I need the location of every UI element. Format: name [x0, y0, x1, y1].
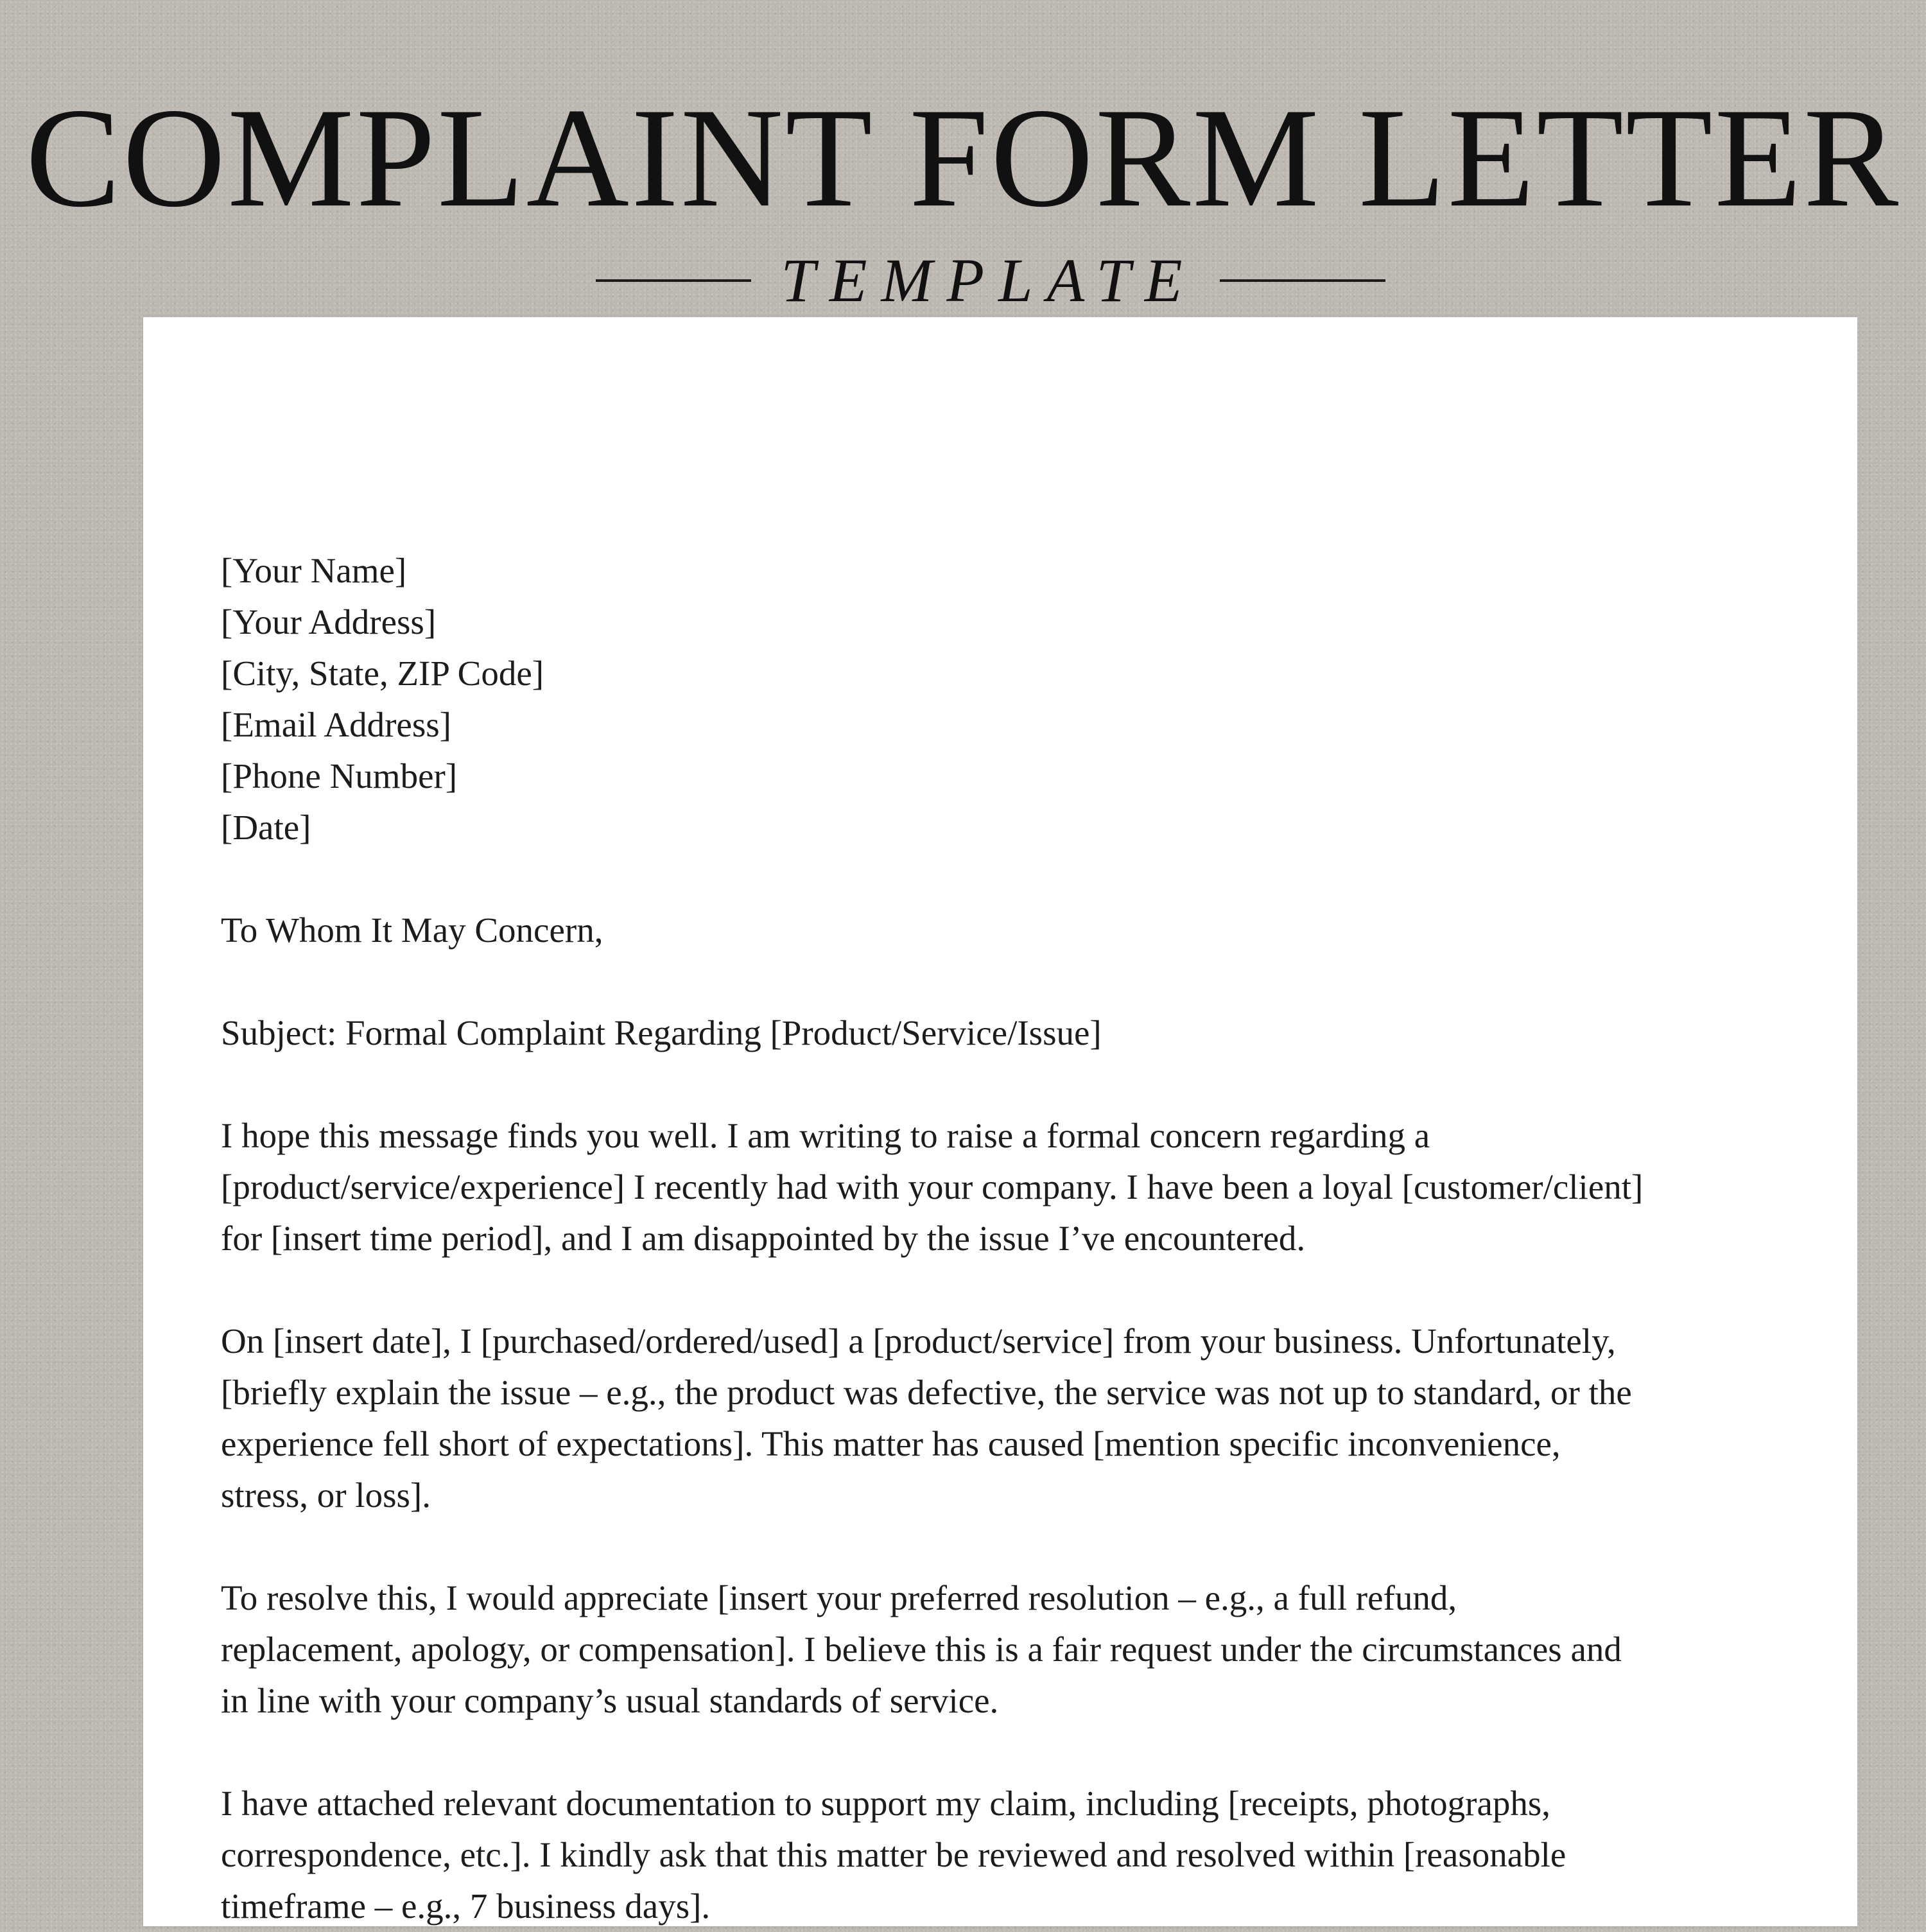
paragraph-line: correspondence, etc.]. I kindly ask that this matter be reviewed and resolved within [reasonable	[221, 1835, 1566, 1874]
paragraph-line: replacement, apology, or compensation]. I believe this is a fair request under the circumstances and	[221, 1630, 1622, 1669]
sender-phone: [Phone Number]	[221, 756, 458, 796]
page-title: COMPLAINT FORM LETTER	[25, 79, 1901, 237]
paragraph-line: I have attached relevant documentation to support my claim, including [receipts, photographs,	[221, 1784, 1551, 1823]
letter-body	[221, 545, 1800, 1932]
letter-date: [Date]	[221, 808, 311, 847]
paragraph-line: timeframe – e.g., 7 business days].	[221, 1886, 711, 1926]
sender-email: [Email Address]	[221, 705, 451, 744]
paragraph-intro	[221, 1110, 1800, 1264]
salutation: To Whom It May Concern,	[221, 910, 603, 950]
paragraph-line: [briefly explain the issue – e.g., the product was defective, the service was not up to standard, or the	[221, 1373, 1632, 1412]
subtitle-row	[0, 246, 1926, 315]
right-divider-rule	[1220, 279, 1385, 282]
sender-city-state-zip: [City, State, ZIP Code]	[221, 654, 544, 693]
subtitle: TEMPLATE	[781, 246, 1197, 315]
left-divider-rule	[596, 279, 751, 282]
paragraph-line: in line with your company’s usual standards of service.	[221, 1681, 999, 1720]
sender-name: [Your Name]	[221, 551, 407, 590]
paragraph-documentation	[221, 1778, 1800, 1932]
paragraph-line: for [insert time period], and I am disappointed by the issue I’ve encountered.	[221, 1219, 1306, 1258]
letter-sheet	[143, 317, 1857, 1926]
paragraph-line: [product/service/experience] I recently had with your company. I have been a loyal [customer/client]	[221, 1167, 1644, 1206]
paragraph-line: stress, or loss].	[221, 1475, 431, 1515]
subject-block	[221, 1007, 1800, 1059]
paragraph-line: I hope this message finds you well. I am writing to raise a formal concern regarding a	[221, 1116, 1430, 1155]
sender-address: [Your Address]	[221, 602, 437, 641]
paragraph-issue	[221, 1316, 1800, 1521]
salutation-block	[221, 905, 1800, 956]
sender-block	[221, 545, 1800, 853]
paragraph-line: On [insert date], I [purchased/ordered/used] a [product/service] from your business. Unfortunately,	[221, 1321, 1616, 1361]
paragraph-resolution	[221, 1572, 1800, 1727]
paragraph-line: experience fell short of expectations]. This matter has caused [mention specific inconvenience,	[221, 1424, 1561, 1463]
subject-line: Subject: Formal Complaint Regarding [Product/Service/Issue]	[221, 1013, 1102, 1052]
paragraph-line: To resolve this, I would appreciate [insert your preferred resolution – e.g., a full refund,	[221, 1578, 1457, 1617]
